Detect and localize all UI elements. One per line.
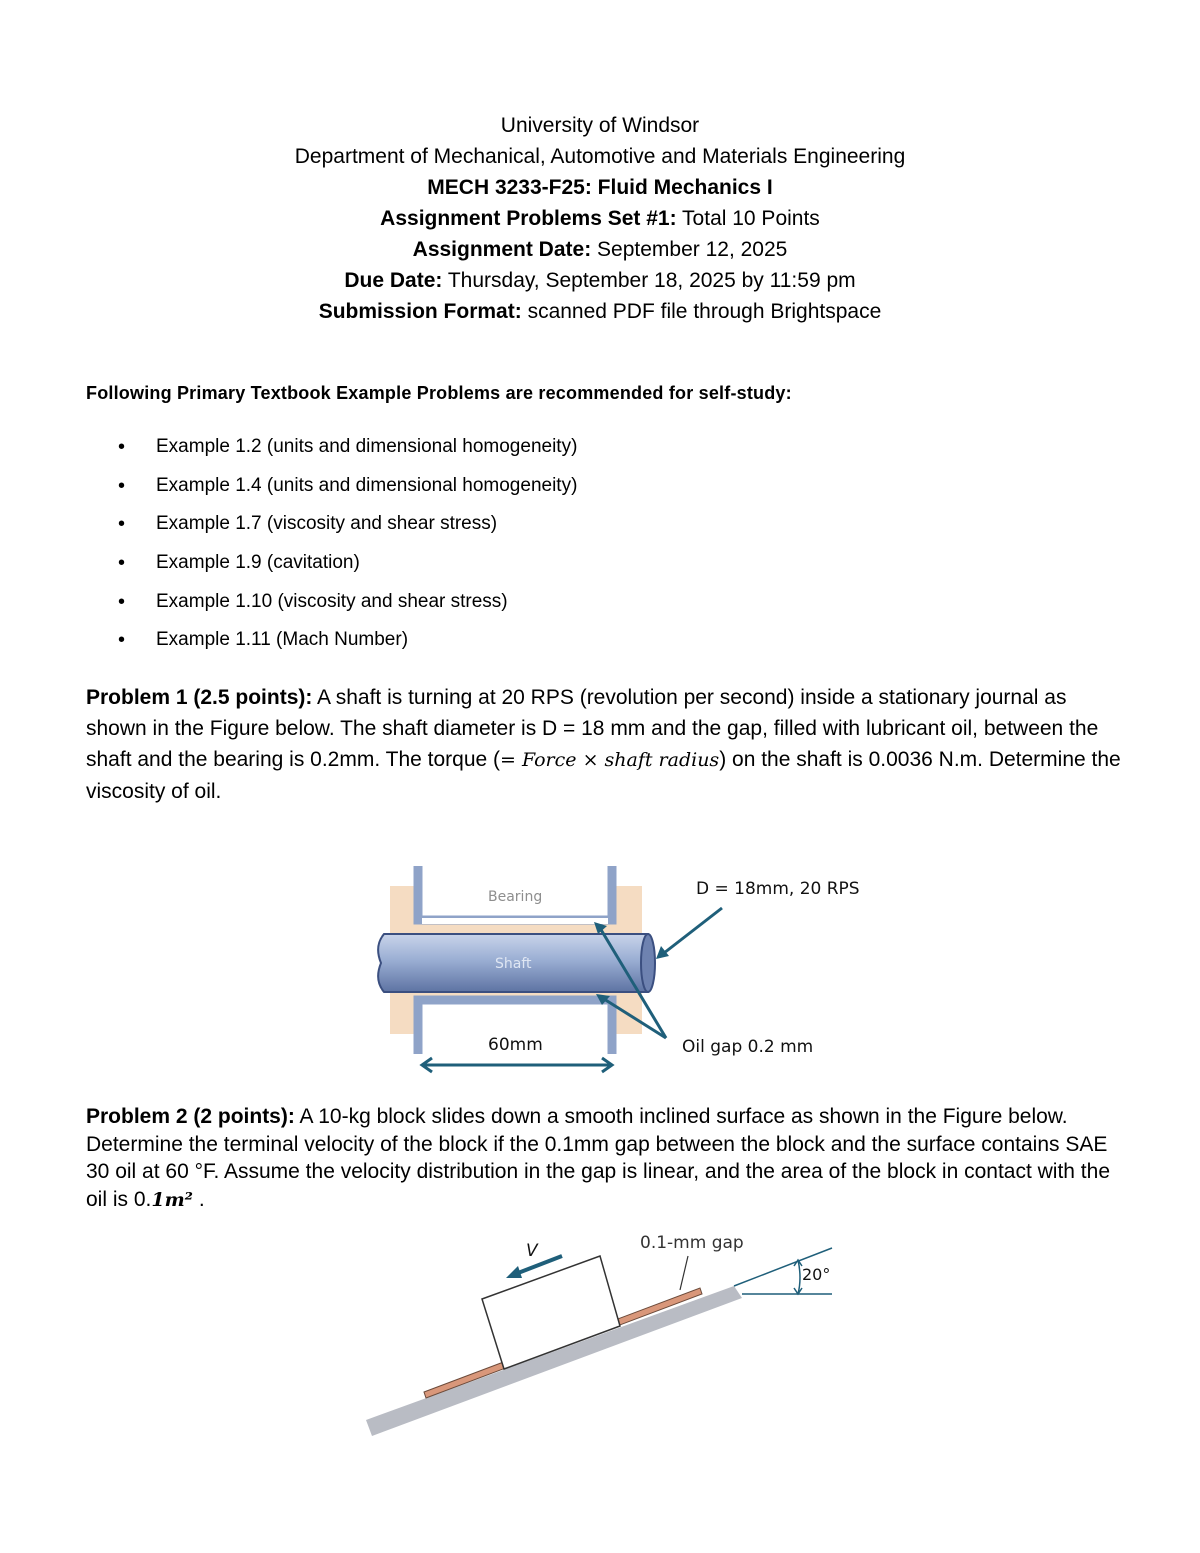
submission-format-line [0, 296, 1200, 327]
sliding-block [482, 1256, 620, 1369]
list-item: • Example 1.2 (units and dimensional homogeneity) [86, 432, 577, 471]
list-item: • Example 1.11 (Mach Number) [86, 625, 577, 664]
problem-1-text-b: ) on the shaft is 0.0036 N.m. Determine the viscosity of oil. [86, 748, 1121, 803]
shaft-label: Shaft [495, 956, 532, 972]
spec-arrow [664, 908, 722, 953]
contact-area-formula: 1m² [151, 1188, 194, 1211]
assignment-set-value: Total 10 Points [676, 207, 820, 230]
self-study-heading: Following Primary Textbook Example Problems are recommended for self-study: [86, 383, 792, 403]
list-item: • Example 1.4 (units and dimensional homogeneity) [86, 471, 577, 510]
journal-bearing-figure [370, 862, 860, 1085]
submission-format-label: Submission Format: [318, 300, 522, 323]
length-label: 60mm [488, 1035, 543, 1055]
problem-2-label: Problem 2 (2 points): [86, 1105, 295, 1128]
university-name: University of Windsor [500, 114, 700, 137]
spec-label: D = 18mm, 20 RPS [696, 879, 860, 899]
velocity-label: V [526, 1241, 538, 1261]
angle-arc [798, 1260, 800, 1294]
department-name: Department of Mechanical, Automotive and Materials Engineering [294, 145, 906, 168]
self-study-list [86, 432, 577, 664]
assignment-set-line [0, 203, 1200, 234]
gap-label: 0.1-mm gap [640, 1233, 744, 1253]
problem-2-text-b: . [193, 1187, 205, 1211]
course-title: MECH 3233-F25: Fluid Mechanics I [427, 176, 773, 199]
assignment-date-label: Assignment Date: [412, 238, 592, 261]
problem-2-text [86, 1103, 1126, 1214]
assignment-date-line [0, 234, 1200, 265]
bearing-label: Bearing [488, 889, 543, 905]
gap-label: Oil gap 0.2 mm [682, 1037, 814, 1057]
due-date-value: Thursday, September 18, 2025 by 11:59 pm [442, 269, 856, 292]
due-date-label: Due Date: [344, 269, 443, 292]
torque-formula: = Force × shaft radius [500, 749, 720, 771]
due-date-line [0, 265, 1200, 296]
document-header [0, 110, 1200, 327]
assignment-set-label: Assignment Problems Set #1: [380, 207, 677, 230]
list-item: • Example 1.7 (viscosity and shear stress) [86, 509, 577, 548]
problem-1-text-a: A shaft is turning at 20 RPS (revolution per second) inside a stationary journal as shown in the Figure below. The shaft diameter is D = 18 mm and the gap, filled with lubricant oil, between the shaft and the bearing is 0.2mm. The torque ( [86, 686, 1099, 771]
submission-format-value: scanned PDF file through Brightspace [521, 300, 882, 323]
assignment-date-value: September 12, 2025 [591, 238, 788, 261]
angle-label: 20° [802, 1265, 831, 1284]
problem-2-text-a: A 10-kg block slides down a smooth inclined surface as shown in the Figure below. Determine the terminal velocity of the block if the 0.1mm gap between the block and the surface contains SAE 30 oil at 60 °F. Assume the velocity distribution in the gap is linear, and the area of the block in contact with the oil is 0. [86, 1105, 1110, 1211]
shaft-end [641, 934, 655, 992]
inclined-block-figure [366, 1228, 841, 1445]
list-item: • Example 1.10 (viscosity and shear stress) [86, 587, 577, 626]
list-item: • Example 1.9 (cavitation) [86, 548, 577, 587]
problem-1-label: Problem 1 (2.5 points): [86, 686, 313, 709]
gap-leader-line [680, 1256, 688, 1290]
velocity-arrow [518, 1256, 562, 1273]
problem-1-text [86, 682, 1126, 807]
